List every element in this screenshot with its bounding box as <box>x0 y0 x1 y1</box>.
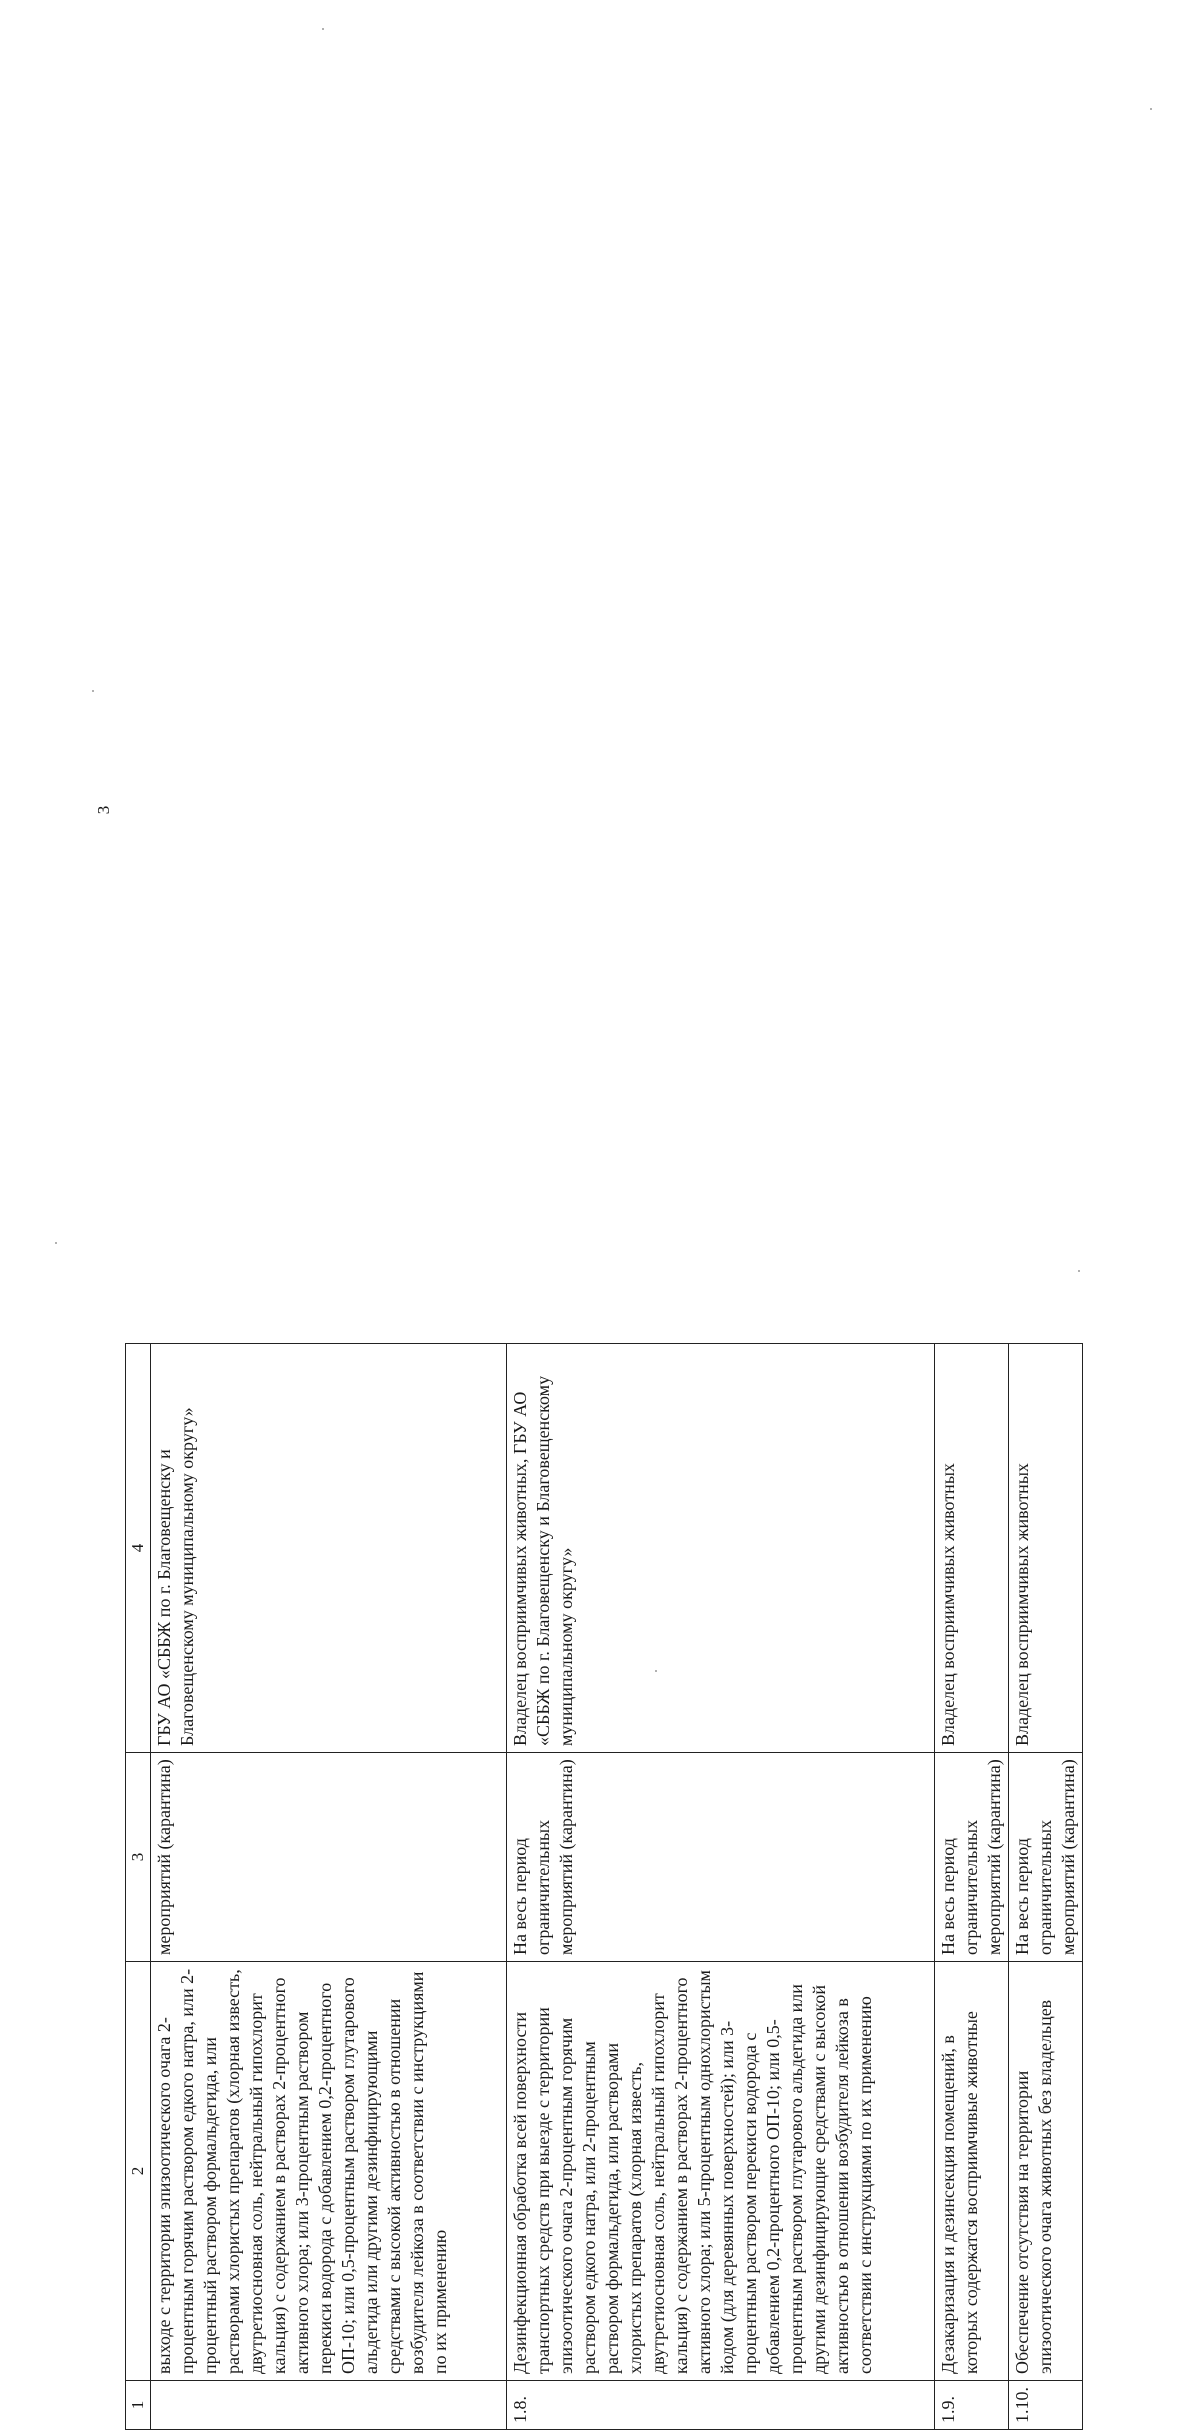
header-cell-4: 4 <box>126 1344 151 1753</box>
term-text: На весь период ограничительных мероприятий (карантина) <box>506 1753 934 1962</box>
table-row <box>1008 1344 1082 2430</box>
row-number: 1.9. <box>934 2381 1008 2430</box>
scan-speck <box>1150 108 1152 110</box>
table-row <box>934 1344 1008 2430</box>
page-number: 3 <box>94 805 113 815</box>
responsible-text: Владелец восприимчивых животных <box>934 1344 1008 1753</box>
responsible-text: ГБУ АО «СББЖ по г. Благовещенску и Благовещенскому муниципальному округу» <box>150 1344 506 1753</box>
table-row <box>506 1344 934 2430</box>
responsible-text: Владелец восприимчивых животных <box>1008 1344 1082 1753</box>
scan-speck <box>322 28 324 30</box>
term-text: На весь период ограничительных мероприятий (карантина) <box>934 1753 1008 1962</box>
measures-table <box>125 1343 1083 2430</box>
row-number: 1.10. <box>1008 2381 1082 2430</box>
table-header-row <box>126 1344 151 2430</box>
scan-speck <box>92 690 94 692</box>
scan-speck <box>1078 1270 1080 1272</box>
measure-text: Обеспечение отсутствия на территории эпизоотического очага животных без владельцев <box>1008 1962 1082 2381</box>
measure-text: выходе с территории эпизоотического очага 2-процентным горячим раствором едкого натра, или 2-процентный раствором формальдегида, или растворами хлористых препаратов (хлорная известь, двутретиосновная соль, нейтральный гипохлорит кальция) с содержанием в растворах 2-процентного активного хлора; или 3-процентным раствором перекиси водорода с добавлением 0,2-процентного ОП-10; или 0,5-процентным раствором глутарового альдегида или другими дезинфицирующими средствами с высокой активностью в отношении возбудителя лейкоза в соответствии с инструкциями по их применению <box>150 1962 506 2381</box>
header-cell-2: 2 <box>126 1962 151 2381</box>
row-number <box>150 2381 506 2430</box>
header-cell-1: 1 <box>126 2381 151 2430</box>
responsible-text: Владелец восприимчивых животных, ГБУ АО «СББЖ по г. Благовещенску и Благовещенскому муниципальному округу» <box>506 1344 934 1753</box>
scan-speck <box>55 1242 57 1244</box>
table-row <box>150 1344 506 2430</box>
measure-text: Дезинфекционная обработка всей поверхности транспортных средств при выезде с территории эпизоотического очага 2-процентным горячим раствором едкого натра, или 2-процентным раствором формальдегида, или растворами хлористых препаратов (хлорная известь, двутретиосновная соль, нейтральный гипохлорит кальция) с содержанием в растворах 2-процентного активного хлора; или 5-процентным однохлористым йодом (для деревянных поверхностей); или 3-процентным раствором перекиси водорода с добавлением 0,2-процентного ОП-10; или 0,5-процентным раствором глутарового альдегида или другими дезинфицирующие средствами с высокой активностью в отношении возбудителя лейкоза в соответствии с инструкциями по их применению <box>506 1962 934 2381</box>
header-cell-3: 3 <box>126 1753 151 1962</box>
rotated-table-wrapper <box>125 1350 1130 2430</box>
row-number: 1.8. <box>506 2381 934 2430</box>
term-text: мероприятий (карантина) <box>150 1753 506 1962</box>
term-text: На весь период ограничительных мероприятий (карантина) <box>1008 1753 1082 1962</box>
measure-text: Дезакаризация и дезинсекция помещений, в которых содержатся восприимчивые животные <box>934 1962 1008 2381</box>
